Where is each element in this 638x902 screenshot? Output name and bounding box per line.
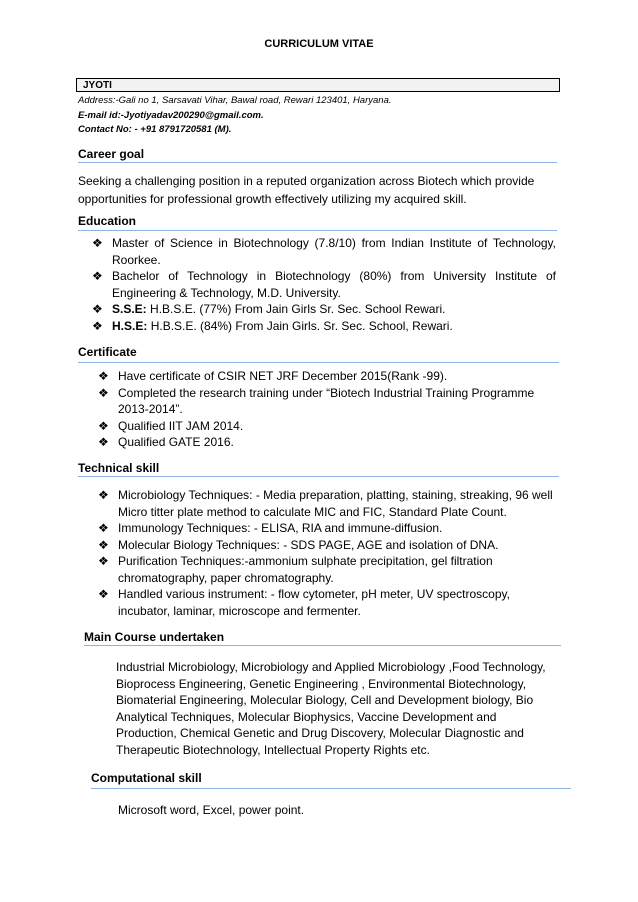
phone-line: Contact No: - +91 8791720581 (M). <box>78 124 232 135</box>
technical-skill-list <box>98 487 558 619</box>
section-rule <box>78 162 557 163</box>
list-item: ❖ Molecular Biology Techniques: - SDS PAGE, AGE and isolation of DNA. <box>98 537 499 552</box>
diamond-star-icon: ❖ <box>92 269 103 283</box>
diamond-star-icon: ❖ <box>98 587 109 601</box>
diamond-star-icon: ❖ <box>98 385 109 400</box>
career-goal-heading: Career goal <box>78 147 145 161</box>
main-course-text: Industrial Microbiology, Microbiology and Applied Microbiology ,Food Technology, Bioprocess Engineering, Genetic Engineering , Environmental Biotechnology, Biomaterial Engineering, Molecular Biology, Cell and Development biology, Bio Analytical Techniques, Molecular Biophysics, Vaccine Development and Production, Chemical Genetic and Drug Discovery, Molecular Diagnostic and Therapeutic Biotechnology, Intellectual Property Rights etc. <box>116 660 546 757</box>
document-title: CURRICULUM VITAE <box>264 38 374 50</box>
diamond-star-icon: ❖ <box>98 369 109 383</box>
candidate-name: JYOTI <box>76 78 560 92</box>
diamond-star-icon: ❖ <box>98 418 109 433</box>
list-item: ❖ Master of Science in Biotechnology (7.8/10) from Indian Institute of Technology, Roorkee. <box>92 236 556 267</box>
certificate-heading: Certificate <box>78 345 137 359</box>
education-heading: Education <box>78 214 137 228</box>
list-item: ❖ Microbiology Techniques: - Media preparation, platting, staining, streaking, 96 well Micro titter plate method to calculate MIC and FIC, Standard Plate Count. <box>98 488 553 519</box>
education-list <box>92 235 556 334</box>
diamond-star-icon: ❖ <box>98 488 109 502</box>
list-item: ❖ Completed the research training under “Biotech Industrial Training Programme 2013-2014”. <box>98 385 535 416</box>
main-course-heading: Main Course undertaken <box>84 630 225 644</box>
list-item: ❖ Qualified IIT JAM 2014. <box>98 418 244 433</box>
list-item: ❖ Handled various instrument: - flow cytometer, pH meter, UV spectroscopy, incubator, laminar, microscope and fermenter. <box>98 587 510 618</box>
list-item: ❖ S.S.E: H.B.S.E. (77%) From Jain Girls Sr. Sec. School Rewari. <box>92 302 446 316</box>
diamond-star-icon: ❖ <box>92 236 103 250</box>
section-rule <box>84 645 561 646</box>
list-item: ❖ Purification Techniques:-ammonium sulphate precipitation, gel filtration chromatography, paper chromatography. <box>98 554 493 585</box>
section-rule <box>78 476 559 477</box>
diamond-star-icon: ❖ <box>98 554 109 568</box>
career-goal-text: Seeking a challenging position in a reputed organization across Biotech which provide opportunities for professional growth effectively utilizing my acquired skill. <box>78 174 535 206</box>
diamond-star-icon: ❖ <box>98 521 109 535</box>
list-item: ❖ Qualified GATE 2016. <box>98 435 234 449</box>
computational-skill-heading: Computational skill <box>91 771 202 785</box>
diamond-star-icon: ❖ <box>92 302 103 316</box>
list-item: ❖ Bachelor of Technology in Biotechnology (80%) from University Institute of Engineering & Technology, M.D. University. <box>92 269 556 300</box>
list-item: ❖ Have certificate of CSIR NET JRF December 2015(Rank -99). <box>98 369 448 383</box>
list-item: ❖ Immunology Techniques: - ELISA, RIA and immune-diffusion. <box>98 521 443 535</box>
certificate-list <box>98 368 558 451</box>
diamond-star-icon: ❖ <box>98 537 109 552</box>
section-rule <box>78 230 557 231</box>
section-rule <box>91 788 571 789</box>
address-line: Address:-Gali no 1, Sarsavati Vihar, Bawal road, Rewari 123401, Haryana. <box>78 95 392 106</box>
technical-skill-heading: Technical skill <box>78 461 160 475</box>
email-line: E-mail id:-Jyotiyadav200290@gmail.com. <box>78 110 264 121</box>
section-rule <box>78 362 559 363</box>
list-item: ❖ H.S.E: H.B.S.E. (84%) From Jain Girls. Sr. Sec. School, Rewari. <box>92 318 453 333</box>
computational-skill-text: Microsoft word, Excel, power point. <box>118 803 305 817</box>
diamond-star-icon: ❖ <box>92 318 103 333</box>
diamond-star-icon: ❖ <box>98 435 109 449</box>
